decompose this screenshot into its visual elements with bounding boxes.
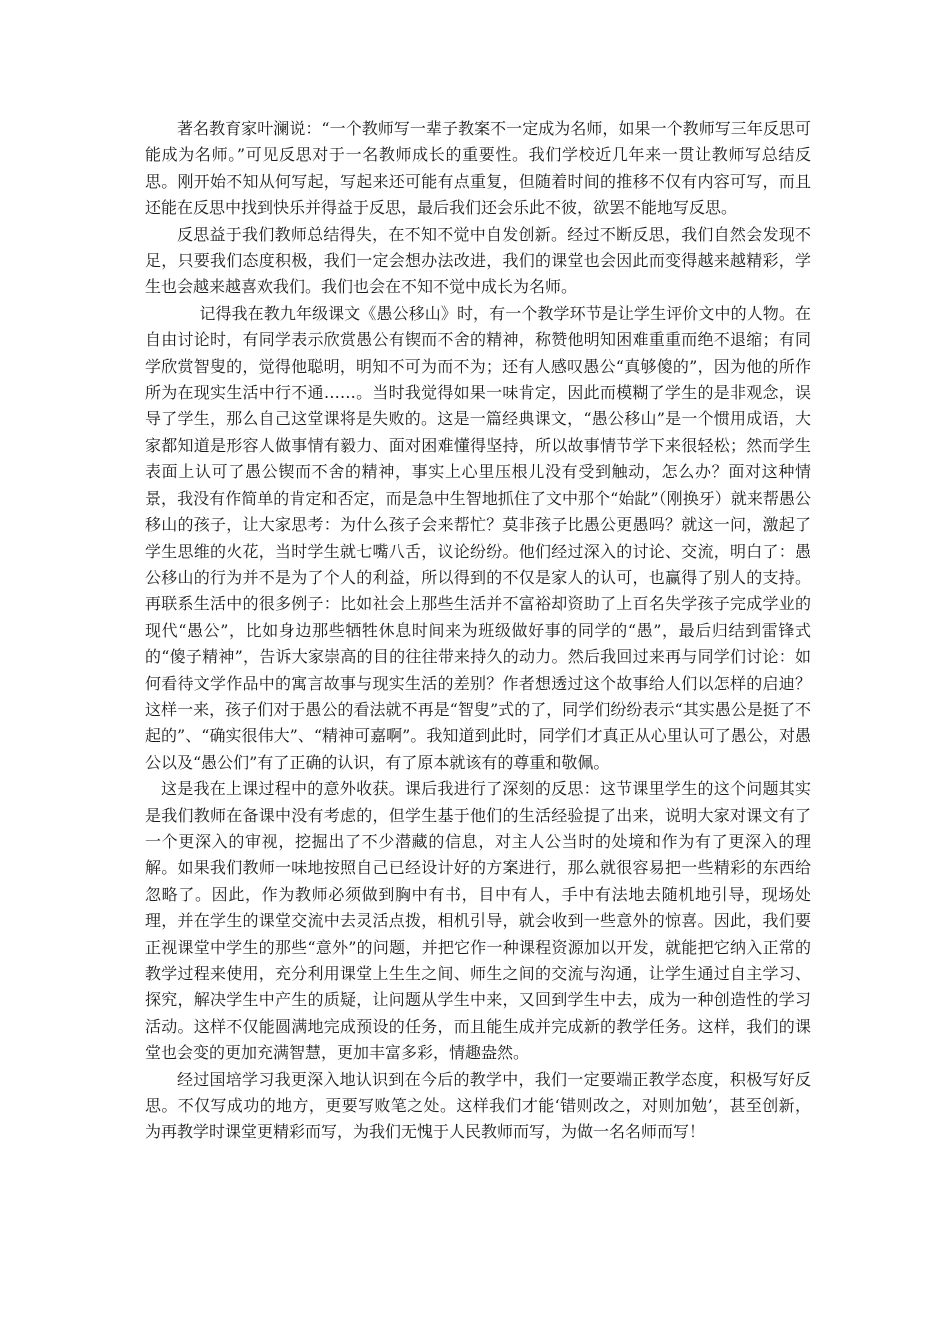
paragraph-lesson-reflection: 这是我在上课过程中的意外收获。课后我进行了深刻的反思：这节课里学生的这个问题其实是我们教师在备课中没有考虑的，但学生基于他们的生活经验提了出来，说明大家对课文有了一个更深入的审视，挖掘出了不少潜藏的信息，对主人公当时的处境和作为有了更深入的理解。如果我们教师一味地按照自己已经设计好的方案进行，那么就很容易把一些精彩的东西给忽略了。因此，作为教师必须做到胸中有书，目中有人，手中有法地去随机地引导，现场处理，并在学生的课堂交流中去灵活点拨，相机引导，就会收到一些意外的惊喜。因此，我们要正视课堂中学生的那些“意外”的问题，并把它作一种课程资源加以开发，就能把它纳入正常的教学过程来使用，充分利用课堂上生生之间、师生之间的交流与沟通，让学生通过自主学习、探究，解决学生中产生的质疑，让问题从学生中来，又回到学生中去，成为一种创造性的学习活动。这样不仅能圆满地完成预设的任务，而且能生成并完成新的教学任务。这样，我们的课堂也会变的更加充满智慧，更加丰富多彩，情趣盎然。 [145, 779, 811, 1063]
paragraph-intro-quote: 著名教育家叶澜说：“一个教师写一辈子教案不一定成为名师，如果一个教师写三年反思可能成为名师。”可见反思对于一名教师成长的重要性。我们学校近几年来一贯让教师写总结反思。刚开始不知从何写起，写起来还可能有点重复，但随着时间的推移不仅有内容可写，而且还能在反思中找到快乐并得益于反思，最后我们还会乐此不彼，欲罢不能地写反思。 [145, 119, 811, 218]
paragraph-reflection-benefits: 反思益于我们教师总结得失，在不知不觉中自发创新。经过不断反思，我们自然会发现不足，只要我们态度积极，我们一定会想办法改进，我们的课堂也会因此而变得越来越精彩，学生也会越来越喜欢我们。我们也会在不知不觉中成长为名师。 [145, 224, 811, 297]
document-body [145, 116, 811, 1146]
paragraph-yugong-lesson: 记得我在教九年级课文《愚公移山》时，有一个教学环节是让学生评价文中的人物。在自由讨论时，有同学表示欣赏愚公有锲而不舍的精神，称赞他明知困难重重而绝不退缩；有同学欣赏智叟的，觉得他聪明，明知不可为而不为；还有人感叹愚公“真够傻的”，因为他的所作所为在现实生活中行不通……。当时我觉得如果一味肯定，因此而模糊了学生的是非观念，误导了学生，那么自己这堂课将是失败的。这是一篇经典课文，“愚公移山”是一个惯用成语，大家都知道是形容人做事情有毅力、面对困难懂得坚持，所以故事情节学下来很轻松；然而学生表面上认可了愚公锲而不舍的精神，事实上心里压根儿没有受到触动，怎么办？面对这种情景，我没有作简单的肯定和否定，而是急中生智地抓住了文中那个“始龀”（刚换牙）就来帮愚公移山的孩子，让大家思考：为什么孩子会来帮忙？莫非孩子比愚公更愚吗？就这一问，激起了学生思维的火花，当时学生就七嘴八舌，议论纷纷。他们经过深入的讨论、交流，明白了：愚公移山的行为并不是为了个人的利益，所以得到的不仅是家人的认可，也赢得了别人的支持。再联系生活中的很多例子：比如社会上那些生活并不富裕却资助了上百名失学孩子完成学业的现代“愚公”，比如身边那些牺牲休息时间来为班级做好事的同学的“愚”，最后归结到雷锋式的“傻子精神”，告诉大家崇高的目的往往带来持久的动力。然后我回过来再与同学们讨论：如何看待文学作品中的寓言故事与现实生活的差别？作者想透过这个故事给人们以怎样的启迪？这样一来，孩子们对于愚公的看法就不再是“智叟”式的了，同学们纷纷表示“其实愚公是挺了不起的”、“确实很伟大”、“精神可嘉啊”。我知道到此时，同学们才真正从心里认可了愚公，对愚公以及“愚公们”有了正确的认识，有了原本就该有的尊重和敬佩。 [145, 303, 811, 772]
paragraph-conclusion: 经过国培学习我更深入地认识到在今后的教学中，我们一定要端正教学态度，积极写好反思。不仅写成功的地方，更要写败笔之处。这样我们才能‘错则改之，对则加勉’，甚至创新，为再教学时课堂更精彩而写，为我们无愧于人民教师而写，为做一名名师而写！ [145, 1069, 811, 1142]
